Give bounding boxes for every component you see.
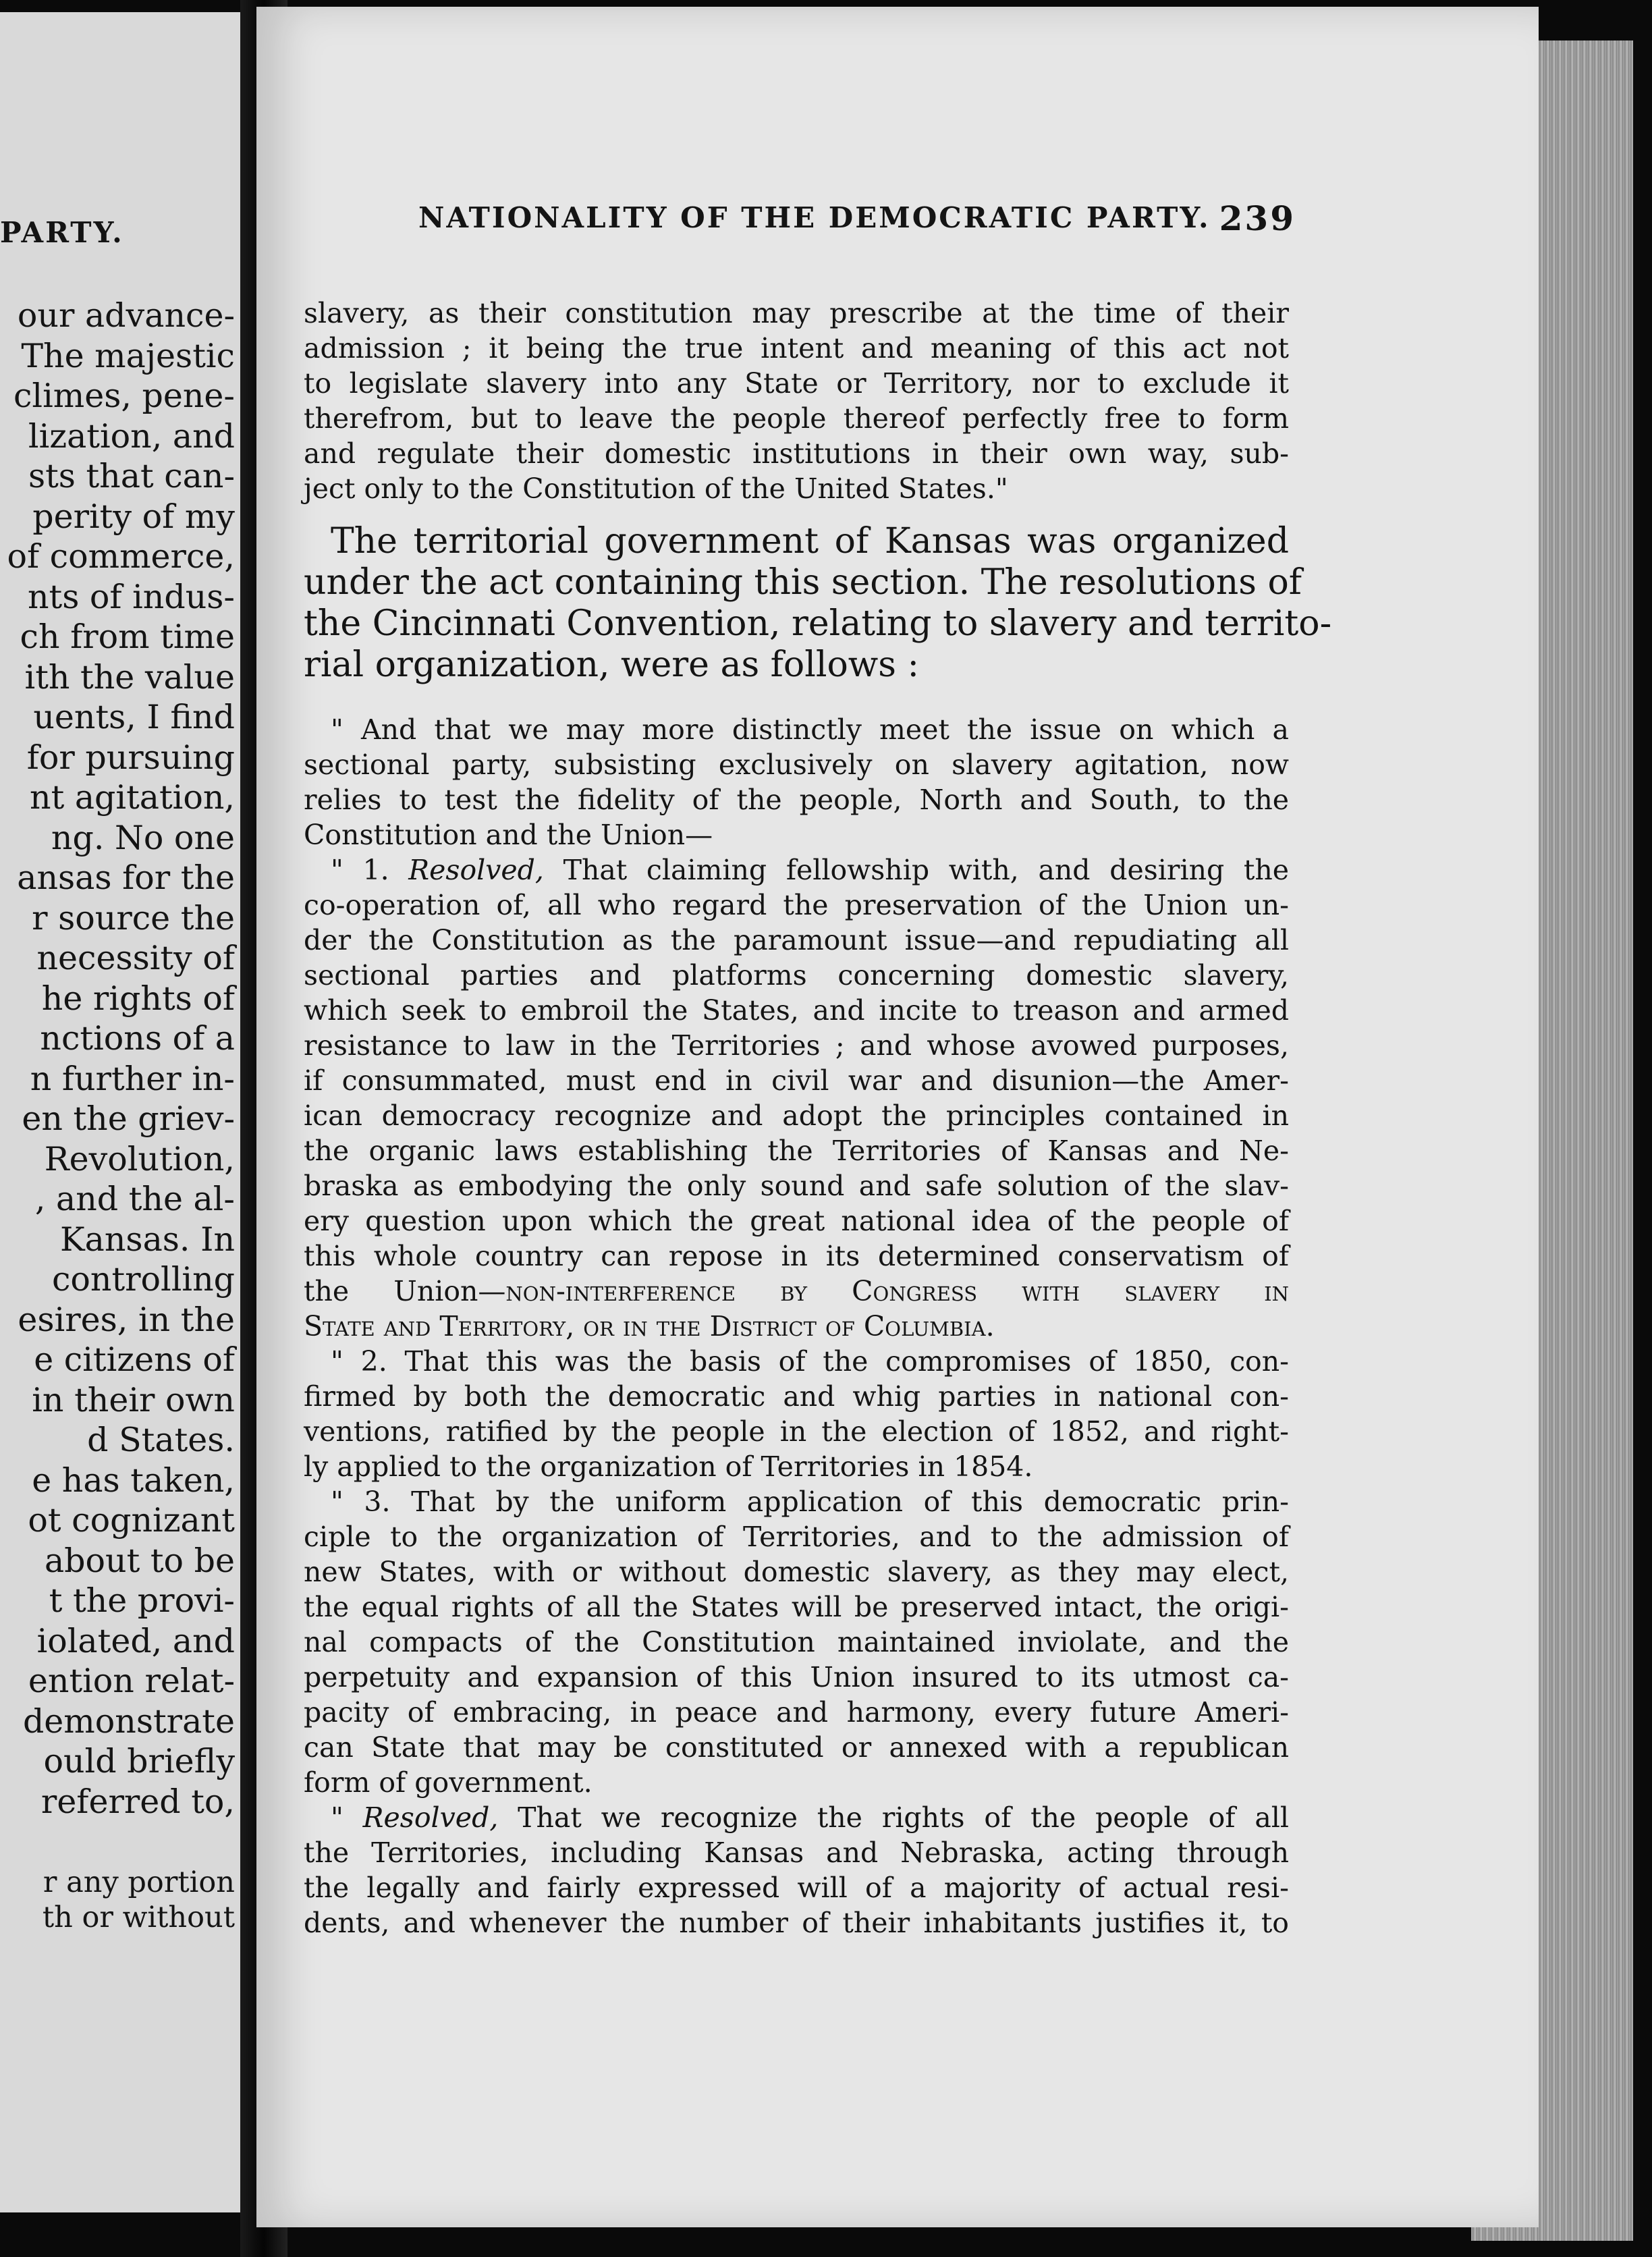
text-line: sts that can- <box>28 457 235 495</box>
text-line: the organic laws establishing the Territories of Kansas and Ne- <box>304 1135 1289 1167</box>
text-line: , and the al- <box>34 1180 235 1218</box>
small-caps-text: non-interference by Congress with slavery in <box>505 1275 1289 1307</box>
text-line: new States, with or without domestic slavery, as they may elect, <box>304 1556 1289 1588</box>
convention-resolutions <box>304 712 1289 1940</box>
text-line: dents, and whenever the number of their inhabitants justifies it, to <box>304 1907 1289 1939</box>
text-line: The majestic <box>21 336 235 375</box>
text-line: under the act containing this section. The resolutions of <box>304 562 1302 603</box>
text-line: referred to, <box>40 1782 235 1821</box>
text-line: he rights of <box>41 979 235 1018</box>
running-head <box>418 198 1296 238</box>
resolved-word: Resolved, <box>362 1801 499 1834</box>
text-line: for pursuing <box>26 738 235 777</box>
text-line: in their own <box>32 1380 235 1419</box>
text-line: which seek to embroil the States, and incite to treason and armed <box>304 994 1289 1027</box>
small-caps-line <box>304 1274 1289 1309</box>
text-line: " And that we may more distinctly meet the issue on which a <box>331 713 1289 746</box>
text-line: controlling <box>51 1260 235 1299</box>
text-line: Kansas. In <box>60 1220 235 1259</box>
text-line: therefrom, but to leave the people thereof perfectly free to form <box>304 402 1289 435</box>
text-line: admission ; it being the true intent and meaning of this act not <box>304 332 1289 364</box>
text-line: resistance to law in the Territories ; and whose avowed purposes, <box>304 1029 1289 1062</box>
text-line: pacity of embracing, in peace and harmony, every future Ameri- <box>304 1696 1289 1729</box>
text-line: form of government. <box>304 1766 593 1799</box>
text-line: sectional parties and platforms concerning domestic slavery, <box>304 959 1289 991</box>
text-line: The territorial government of Kansas was organized <box>331 521 1289 562</box>
left-page-tail-text <box>43 1865 235 1935</box>
text-line: r any portion <box>43 1866 235 1899</box>
small-caps-line: State and Territory, or in the District of Columbia. <box>304 1310 995 1342</box>
text-line: esires, in the <box>18 1300 235 1339</box>
text-line: ery question upon which the great national idea of the people of <box>304 1205 1289 1237</box>
text-line: the legally and fairly expressed will of a majority of actual resi- <box>304 1872 1289 1904</box>
left-page-text <box>7 296 235 1822</box>
text-line: can State that may be constituted or annexed with a republican <box>304 1731 1289 1764</box>
resolution-1-first-line <box>304 852 1289 888</box>
quote-lead: " 1. <box>331 854 409 886</box>
text-line: slavery, as their constitution may prescribe at the time of their <box>304 297 1289 329</box>
text-line: demonstrate <box>22 1702 235 1741</box>
text-line: lization, and <box>28 416 235 456</box>
text-line: the Territories, including Kansas and Nebraska, acting through <box>304 1837 1289 1869</box>
text-fragment: the Union— <box>304 1275 506 1307</box>
text-line: d States. <box>87 1421 235 1459</box>
text-line: Constitution and the Union— <box>304 819 713 851</box>
text-line: this whole country can repose in its determined conservatism of <box>304 1240 1289 1272</box>
text-line: nts of indus- <box>27 577 235 616</box>
text-line: nal compacts of the Constitution maintained inviolate, and the <box>304 1626 1289 1658</box>
text-line: about to be <box>44 1541 235 1580</box>
text-line: sectional party, subsisting exclusively on slavery agitation, now <box>304 749 1289 781</box>
text-line: ansas for the <box>17 859 235 897</box>
text-line: perity of my <box>32 497 235 536</box>
left-running-head: PARTY. <box>0 216 124 249</box>
text-line: e has taken, <box>32 1461 235 1500</box>
text-line: ch from time <box>20 618 235 656</box>
resolved-word: Resolved, <box>408 854 544 886</box>
text-line: to legislate slavery into any State or Territory, nor to exclude it <box>304 367 1289 400</box>
quote-lead: " <box>331 1801 363 1834</box>
text-line: ly applied to the organization of Territories in 1854. <box>304 1450 1033 1483</box>
continued-quote <box>304 296 1289 506</box>
text-line: firmed by both the democratic and whig parties in national con- <box>304 1380 1289 1413</box>
text-line: uents, I find <box>33 698 235 736</box>
text-line: ican democracy recognize and adopt the principles contained in <box>304 1099 1289 1132</box>
page-number: 239 <box>1219 198 1296 238</box>
text-fragment: That claiming fellowship with, and desiring the <box>543 854 1290 886</box>
text-line: if consummated, must end in civil war and disunion—the Amer- <box>304 1064 1289 1097</box>
text-line: Revolution, <box>44 1139 235 1178</box>
text-line: relies to test the fidelity of the people, North and South, to the <box>304 784 1289 816</box>
text-line: t the provi- <box>49 1581 235 1620</box>
text-line: " 2. That this was the basis of the compromises of 1850, con- <box>331 1345 1289 1378</box>
text-line: ith the value <box>24 657 235 697</box>
body-paragraph <box>304 521 1332 686</box>
text-line: " 3. That by the uniform application of this democratic prin- <box>331 1486 1289 1518</box>
text-line: ciple to the organization of Territories, and to the admission of <box>304 1521 1289 1553</box>
text-line: en the griev- <box>22 1099 235 1138</box>
text-line: nctions of a <box>40 1019 235 1058</box>
text-line: co-operation of, all who regard the preservation of the Union un- <box>304 889 1289 921</box>
text-line: necessity of <box>36 939 235 977</box>
text-line: and regulate their domestic institutions in their own way, sub- <box>304 437 1289 470</box>
text-line: climes, pene- <box>13 377 235 415</box>
text-line: iolated, and <box>36 1621 235 1660</box>
text-line: the equal rights of all the States will be preserved intact, the origi- <box>304 1591 1289 1623</box>
text-line: e citizens of <box>34 1340 235 1379</box>
text-line: ng. No one <box>51 818 235 857</box>
text-line: of commerce, <box>7 537 235 576</box>
text-line: th or without <box>42 1901 235 1934</box>
text-line: braska as embodying the only sound and safe solution of the slav- <box>304 1170 1289 1202</box>
text-line: r source the <box>32 898 235 937</box>
resolution-4-first-line <box>304 1800 1289 1835</box>
text-line: the Cincinnati Convention, relating to slavery and territo- <box>304 603 1332 644</box>
text-line: our advance- <box>17 296 235 335</box>
running-head-title: NATIONALITY OF THE DEMOCRATIC PARTY. <box>418 201 1211 234</box>
text-line: nt agitation, <box>30 778 235 817</box>
text-line: ould briefly <box>43 1742 235 1780</box>
text-line: perpetuity and expansion of this Union insured to its utmost ca- <box>304 1661 1289 1693</box>
text-line: rial organization, were as follows : <box>304 645 920 685</box>
text-line: ention relat- <box>28 1662 235 1700</box>
text-line: n further in- <box>30 1059 235 1098</box>
text-fragment: That we recognize the rights of the people of all <box>498 1801 1289 1834</box>
text-line: der the Constitution as the paramount issue—and repudiating all <box>304 924 1289 956</box>
left-page <box>0 12 240 2212</box>
text-line: ject only to the Constitution of the United States." <box>304 472 1008 505</box>
text-line: ventions, ratified by the people in the election of 1852, and right- <box>304 1415 1289 1448</box>
text-line: ot cognizant <box>28 1501 235 1540</box>
